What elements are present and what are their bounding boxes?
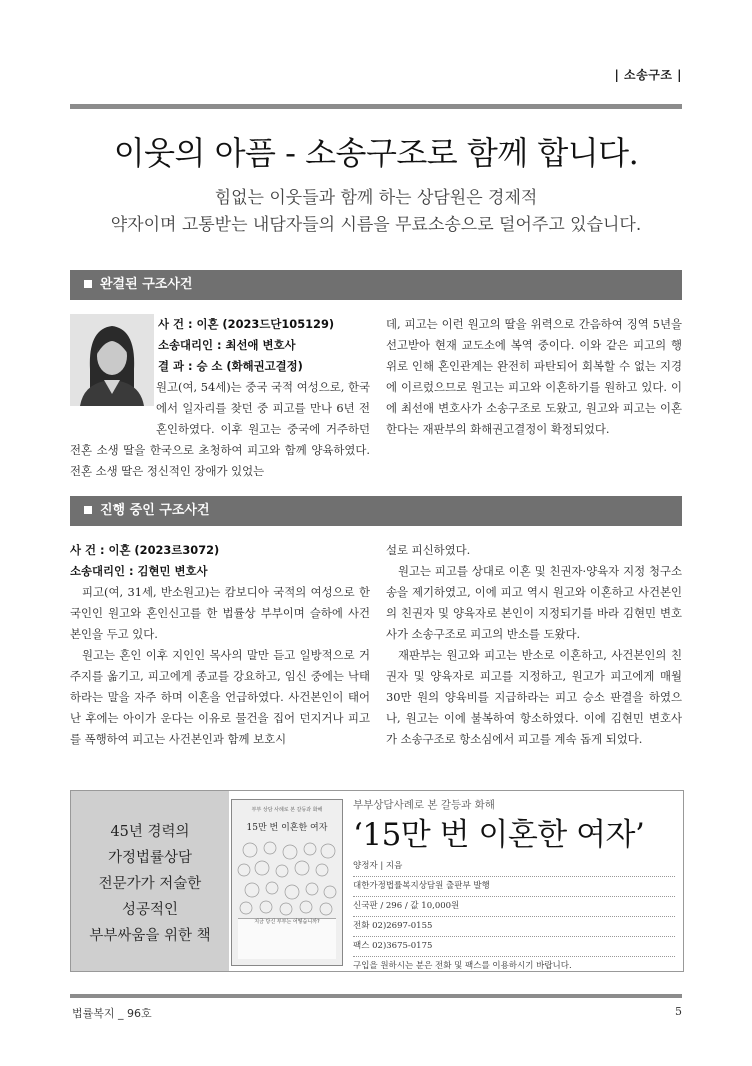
completed-agent-line: 소송대리인 : 최선애 변호사 xyxy=(158,338,296,352)
promo-order-note: 구입을 원하시는 분은 전화 및 팩스를 이용하시기 바랍니다. xyxy=(353,961,572,971)
subtitle-line-1: 힘없는 이웃들과 함께 하는 상담원은 경제적 xyxy=(214,188,538,208)
book-cover-image xyxy=(231,799,343,966)
book-cover-title: 15만 번 이혼한 여자 xyxy=(246,823,328,833)
ongoing-left-column xyxy=(70,540,370,750)
promo-phone: 전화 02)2697-0155 xyxy=(353,917,675,937)
promo-book-title: ‘15만 번 이혼한 여자’ xyxy=(353,817,645,853)
promo-tagline-line: 가정법률상담 xyxy=(107,850,193,866)
promo-detail-list xyxy=(353,857,675,976)
subtitle xyxy=(0,185,752,239)
completed-heading: 완결된 구조사건 xyxy=(100,277,193,292)
promo-tagline-line: 전문가가 저술한 xyxy=(98,876,202,892)
book-promo-box xyxy=(70,790,684,972)
ongoing-right-paragraph-1: 원고는 피고를 상대로 이혼 및 친권자·양육자 지정 청구소송을 제기하였고, 이에 피고 역시 원고와 이혼하고 사건본인의 친권자 및 양육자로 본인이 지정되기를 바라 김현민 변호사가 소송구조로 피고의 반소를 도왔다. xyxy=(386,564,682,641)
top-rule xyxy=(70,104,682,109)
completed-section-header xyxy=(70,270,682,300)
completed-case-line: 사 건 : 이혼 (2023드단105129) xyxy=(158,317,335,331)
promo-tagline-line: 45년 경력의 xyxy=(110,824,190,840)
promo-kicker: 부부상담사례로 본 갈등과 화해 xyxy=(353,799,495,811)
promo-tagline-panel xyxy=(71,791,229,971)
ongoing-agent-line: 소송대리인 : 김현민 변호사 xyxy=(70,564,208,578)
promo-fax: 팩스 02)3675-0175 xyxy=(353,937,675,957)
page-title: 이웃의 아픔 - 소송구조로 함께 합니다. xyxy=(113,134,639,172)
footer-publication: 법률복지 _ 96호 xyxy=(72,1007,152,1020)
square-bullet-icon xyxy=(84,280,92,288)
promo-tagline-line: 부부싸움을 위한 책 xyxy=(89,928,211,944)
book-cover-kicker: 부부 상담 사례로 본 갈등과 화해 xyxy=(251,807,323,813)
promo-format-price: 신국판 / 296 / 값 10,000원 xyxy=(353,897,675,917)
square-bullet-icon xyxy=(84,506,92,514)
section-tag: | 소송구조 | xyxy=(614,68,682,82)
subtitle-line-2: 약자이며 고통받는 내담자들의 시름을 무료소송으로 덜어주고 있습니다. xyxy=(110,215,642,235)
ongoing-right-column xyxy=(386,540,682,750)
completed-left-column xyxy=(70,314,370,482)
bottom-rule xyxy=(70,994,682,998)
completed-left-paragraph: 원고(여, 54세)는 중국 국적 여성으로, 한국에서 일자리를 찾던 중 피고를 만나 6년 전 혼인하였다. 이후 원고는 중국에 거주하던 전혼 소생 딸을 한국으로 초청하여 피고와 함께 양육하였다. 전혼 소생 딸은 정신적인 장애가 있었는 xyxy=(70,380,370,478)
ongoing-left-paragraph-1: 피고(여, 31세, 반소원고)는 캄보디아 국적의 여성으로 한국인인 원고와 혼인신고를 한 법률상 부부이며 슬하에 사건본인을 두고 있다. xyxy=(70,585,370,641)
promo-publisher: 대한가정법률복지상담원 출판부 발행 xyxy=(353,877,675,897)
page-number: 5 xyxy=(675,1005,682,1018)
promo-tagline-line: 성공적인 xyxy=(121,902,179,918)
ongoing-case-line: 사 건 : 이혼 (2023르3072) xyxy=(70,543,220,557)
ongoing-right-paragraph-2: 재판부는 원고와 피고는 반소로 이혼하고, 사건본인의 친권자 및 양육자로 피고를 지정하고, 원고가 피고에게 매월 30만 원의 양육비를 지급하라는 피고 승소 판결을 하였으나, 원고는 이에 불복하여 항소하였다. 이에 김현민 변호사가 소송구조로 항소심에서 피고를 계속 돕게 되었다. xyxy=(386,648,682,746)
book-cover-caption: 지금 당신 부부는 어떻습니까? xyxy=(238,918,336,959)
completed-right-column xyxy=(386,314,682,440)
ongoing-heading: 진행 중인 구조사건 xyxy=(100,503,210,518)
ongoing-section-header xyxy=(70,496,682,526)
promo-author: 양정자 | 지음 xyxy=(353,857,675,877)
ongoing-right-paragraph-0: 설로 피신하였다. xyxy=(386,543,471,557)
completed-result-line: 결 과 : 승 소 (화해권고결정) xyxy=(158,359,303,373)
promo-tagline xyxy=(71,819,229,949)
ongoing-left-paragraph-2: 원고는 혼인 이후 지인인 목사의 말만 듣고 일방적으로 거주지를 옮기고, 피고에게 종교를 강요하고, 임신 중에는 낙태하라는 말을 자주 하며 이혼을 언급하였다. 사건본인이 태어난 후에는 아이가 운다는 이유로 물건을 집어 던지거나 피고를 폭행하여 피고는 사건본인과 함께 보호시 xyxy=(70,648,370,746)
completed-right-paragraph: 데, 피고는 이런 원고의 딸을 위력으로 간음하여 징역 5년을 선고받아 현재 교도소에 복역 중이다. 이와 같은 피고의 행위로 인해 혼인관계는 완전히 파탄되어 회복할 수 없는 지경에 이르렀으므로 원고는 피고와 이혼하기를 원하고 있다. 이에 최선애 변호사가 소송구조로 도왔고, 원고와 피고는 이혼한다는 재판부의 화해권고결정이 확정되었다. xyxy=(386,317,682,436)
promo-details xyxy=(353,791,675,971)
